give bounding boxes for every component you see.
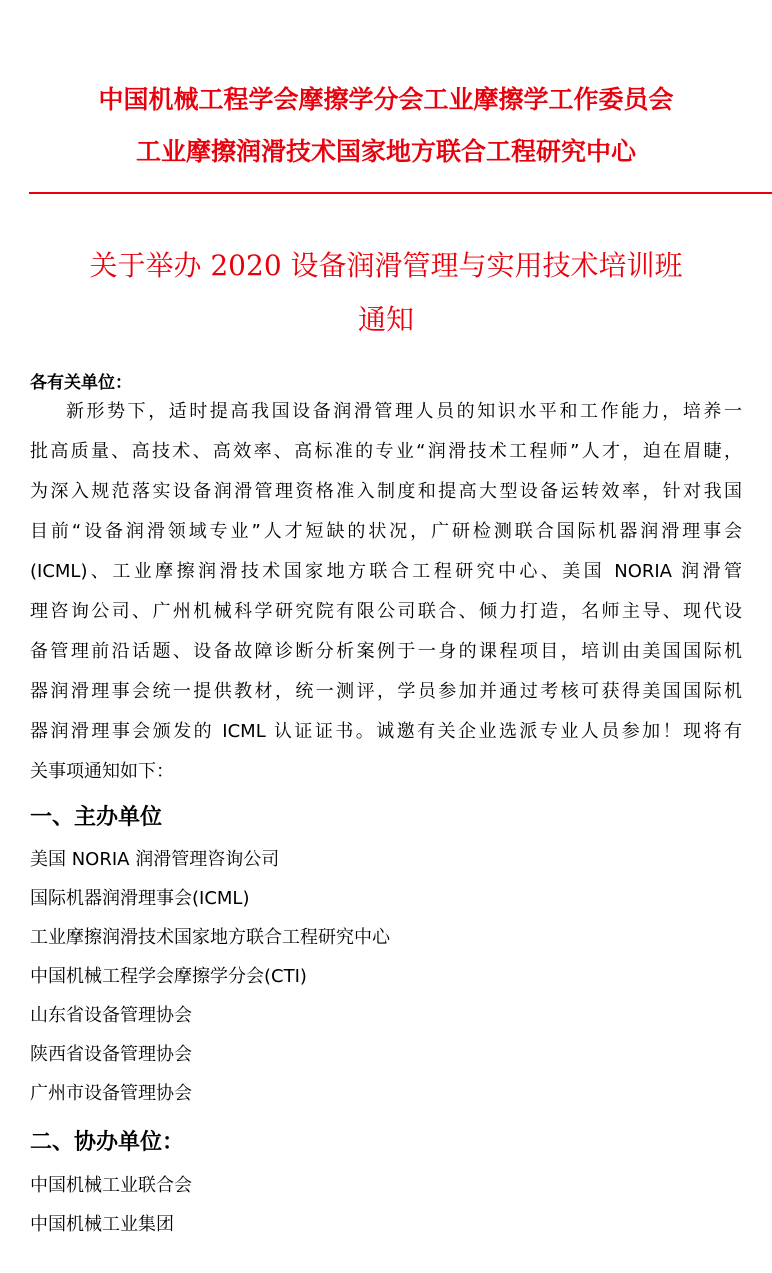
organizer-item: 工业摩擦润滑技术国家地方联合工程研究中心: [30, 927, 390, 948]
intro-line: 批高质量、高技术、高效率、高标准的专业“润滑技术工程师”人才，迫在眉睫，: [30, 441, 742, 462]
salutation: 各有关单位：: [30, 373, 132, 393]
organizer-item: 陕西省设备管理协会: [30, 1044, 192, 1065]
intro-line: 关事项通知如下：: [30, 761, 174, 782]
organizer-item: 国际机器润滑理事会(ICML): [30, 888, 250, 909]
organizer-item: 美国 NORIA 润滑管理咨询公司: [30, 849, 280, 870]
intro-line: 器润滑理事会统一提供教材，统一测评，学员参加并通过考核可获得美国国际机: [30, 681, 742, 702]
notice-title-line-2: 通知: [357, 303, 414, 336]
co-organizer-item: 中国机械工业联合会: [30, 1175, 192, 1196]
organizer-item: 广州市设备管理协会: [30, 1083, 192, 1104]
notice-title-line-1: 关于举办 2020 设备润滑管理与实用技术培训班: [89, 249, 683, 282]
intro-line: (ICML)、工业摩擦润滑技术国家地方联合工程研究中心、美国 NORIA 润滑管: [30, 561, 742, 582]
organizer-item: 中国机械工程学会摩擦学分会(CTI): [30, 966, 307, 987]
intro-line: 为深入规范落实设备润滑管理资格准入制度和提高大型设备运转效率，针对我国: [30, 481, 742, 502]
organizer-line-1: 中国机械工程学会摩擦学分会工业摩擦学工作委员会: [98, 85, 674, 114]
section-heading-organizers: 一、主办单位: [30, 805, 163, 830]
intro-line: 理咨询公司、广州机械科学研究院有限公司联合、倾力打造，名师主导、现代设: [30, 601, 742, 622]
intro-line: 新形势下，适时提高我国设备润滑管理人员的知识水平和工作能力，培养一: [66, 401, 742, 422]
intro-line: 目前“设备润滑领域专业”人才短缺的状况，广研检测联合国际机器润滑理事会: [30, 521, 742, 542]
organizer-line-2: 工业摩擦润滑技术国家地方联合工程研究中心: [135, 137, 636, 166]
intro-line: 备管理前沿话题、设备故障诊断分析案例于一身的课程项目，培训由美国国际机: [30, 641, 742, 662]
organizer-item: 山东省设备管理协会: [30, 1005, 192, 1026]
intro-line: 器润滑理事会颁发的 ICML 认证证书。诚邀有关企业选派专业人员参加！现将有: [30, 721, 742, 742]
co-organizer-item: 中国机械工业集团: [30, 1214, 174, 1235]
section-heading-co-organizers: 二、协办单位：: [30, 1130, 185, 1155]
header-divider: [29, 192, 772, 194]
